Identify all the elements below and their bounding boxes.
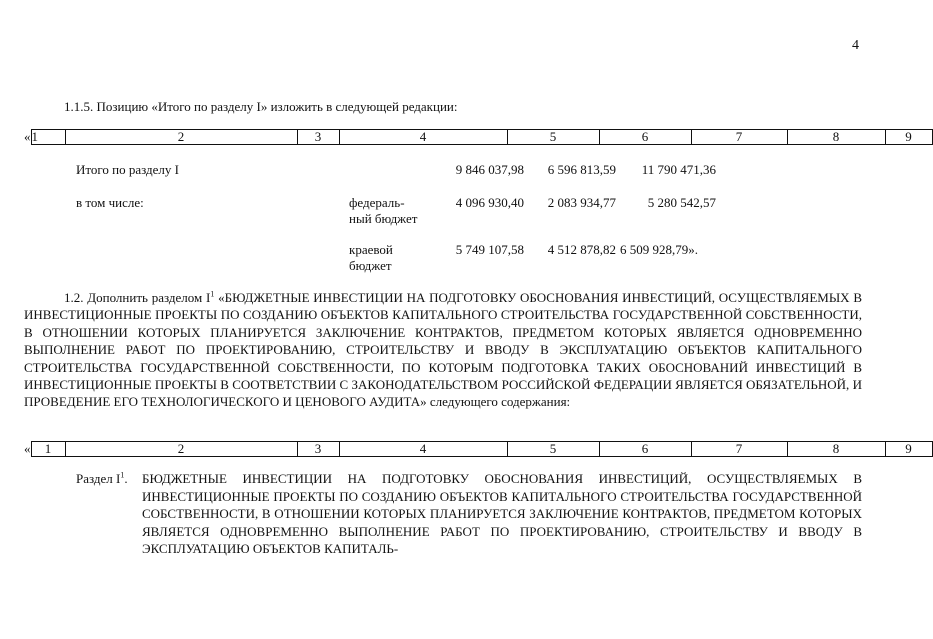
- federal-budget-label: [349, 195, 417, 227]
- col-cell: 5: [508, 442, 600, 456]
- col-cell: 7: [692, 442, 788, 456]
- totals-col7: 11 790 471,36: [641, 162, 716, 177]
- section-label-text: Раздел I: [76, 471, 121, 486]
- regional-budget-label: [349, 242, 393, 274]
- col-cell: 5: [508, 130, 600, 144]
- section-label-sup: 1: [120, 470, 125, 480]
- totals-col6: 6 596 813,59: [547, 162, 616, 177]
- item-1-2-prefix: 1.2. Дополнить разделом I: [64, 290, 211, 305]
- open-quote: «: [24, 129, 31, 144]
- regional-col6: 4 512 878,82: [547, 242, 616, 257]
- federal-col6: 2 083 934,77: [547, 195, 616, 210]
- col-cell: 3: [298, 442, 340, 456]
- col-cell: 4: [340, 442, 508, 456]
- page-number: 4: [852, 38, 859, 53]
- col-cell: 2: [66, 442, 298, 456]
- col-cell: 4: [340, 130, 508, 144]
- col-cell: 9: [905, 441, 912, 456]
- col-cell: 6: [600, 130, 692, 144]
- section-label-suffix: .: [124, 471, 128, 486]
- totals-label: Итого по разделу I: [76, 162, 179, 177]
- column-number-cells-2: [31, 441, 933, 457]
- regional-label-line2: бюджет: [349, 258, 392, 273]
- regional-label-line1: краевой: [349, 242, 393, 257]
- regional-col7: 6 509 928,79».: [620, 242, 698, 257]
- open-quote-2: «: [24, 441, 31, 456]
- item-1-1-5: 1.1.5. Позицию «Итого по разделу I» изложить в следующей редакции:: [64, 99, 458, 114]
- col-cell: 3: [298, 130, 340, 144]
- col-cell: 7: [692, 130, 788, 144]
- col-cell: 1: [32, 442, 66, 456]
- column-number-row-1: [24, 129, 912, 145]
- including-label: в том числе:: [76, 195, 144, 210]
- col-cell: 8: [788, 442, 886, 456]
- col-cell: 8: [788, 130, 886, 144]
- col-cell: 2: [66, 130, 298, 144]
- regional-col5: 5 749 107,58: [455, 242, 524, 257]
- section-label: [76, 470, 128, 488]
- federal-label-line2: ный бюджет: [349, 211, 418, 226]
- section-title: БЮДЖЕТНЫЕ ИНВЕСТИЦИИ НА ПОДГОТОВКУ ОБОСНОВАНИЯ ИНВЕСТИЦИЙ, ОСУЩЕСТВЛЯЕМЫХ В ИНВЕСТИЦИОННЫЕ ПРОЕКТЫ ПО СОЗДАНИЮ ОБЪЕКТОВ КАПИТАЛЬНОГО СТРОИТЕЛЬСТВА ГОСУДАРСТВЕННОЙ СОБСТВЕННОСТИ, В ОТНОШЕНИИ КОТОРЫХ ПЛАНИРУЕТСЯ ЗАКЛЮЧЕНИЕ КОНТРАКТОВ, ПРЕДМЕТОМ КОТОРЫХ ЯВЛЯЕТСЯ ОДНОВРЕМЕННО ВЫПОЛНЕНИЕ РАБОТ ПО ПРОЕКТИРОВАНИЮ, СТРОИТЕЛЬСТВУ И ВВОДУ В ЭКСПЛУАТАЦИЮ ОБЪЕКТОВ КАПИТАЛЬ-: [142, 471, 862, 557]
- col-cell: 9: [905, 129, 912, 144]
- federal-col5: 4 096 930,40: [455, 195, 524, 210]
- item-1-2-paragraph: [24, 289, 862, 411]
- federal-label-line1: федераль-: [349, 195, 405, 210]
- col-cell: 6: [600, 442, 692, 456]
- item-1-2-sup: 1: [210, 289, 215, 299]
- item-1-2-text: «БЮДЖЕТНЫЕ ИНВЕСТИЦИИ НА ПОДГОТОВКУ ОБОСНОВАНИЯ ИНВЕСТИЦИЙ, ОСУЩЕСТВЛЯЕМЫХ В ИНВЕСТИЦИОННЫЕ ПРОЕКТЫ ПО СОЗДАНИЮ ОБЪЕКТОВ КАПИТАЛЬНОГО СТРОИТЕЛЬСТВА ГОСУДАРСТВЕННОЙ СОБСТВЕННОСТИ, В ОТНОШЕНИИ КОТОРЫХ ПЛАНИРУЕТСЯ ЗАКЛЮЧЕНИЕ КОНТРАКТОВ, ПРЕДМЕТОМ КОТОРЫХ ЯВЛЯЕТСЯ ОДНОВРЕМЕННО ВЫПОЛНЕНИЕ РАБОТ ПО ПРОЕКТИРОВАНИЮ, СТРОИТЕЛЬСТВУ И ВВОДУ В ЭКСПЛУАТАЦИЮ ОБЪЕКТОВ КАПИТАЛЬНОГО СТРОИТЕЛЬСТВА ГОСУДАРСТВЕННОЙ СОБСТВЕННОСТИ, ПО КОТОРЫМ ПОДГОТОВКА ТАКИХ ОБОСНОВАНИЙ ИНВЕСТИЦИЙ В ИНВЕСТИЦИОННЫЕ ПРОЕКТЫ В СООТВЕТСТВИИ С ЗАКОНОДАТЕЛЬСТВОМ РОССИЙСКОЙ ФЕДЕРАЦИИ ЯВЛЯЕТСЯ ОБЯЗАТЕЛЬНОЙ, И ПРОВЕДЕНИЕ ЕГО ТЕХНОЛОГИЧЕСКОГО И ЦЕНОВОГО АУДИТА» следующего содержания:: [24, 290, 863, 410]
- federal-col7: 5 280 542,57: [647, 195, 716, 210]
- column-number-row-2: [24, 441, 912, 457]
- col-cell: 1: [32, 130, 66, 144]
- totals-col5: 9 846 037,98: [455, 162, 524, 177]
- column-number-cells: [31, 129, 933, 145]
